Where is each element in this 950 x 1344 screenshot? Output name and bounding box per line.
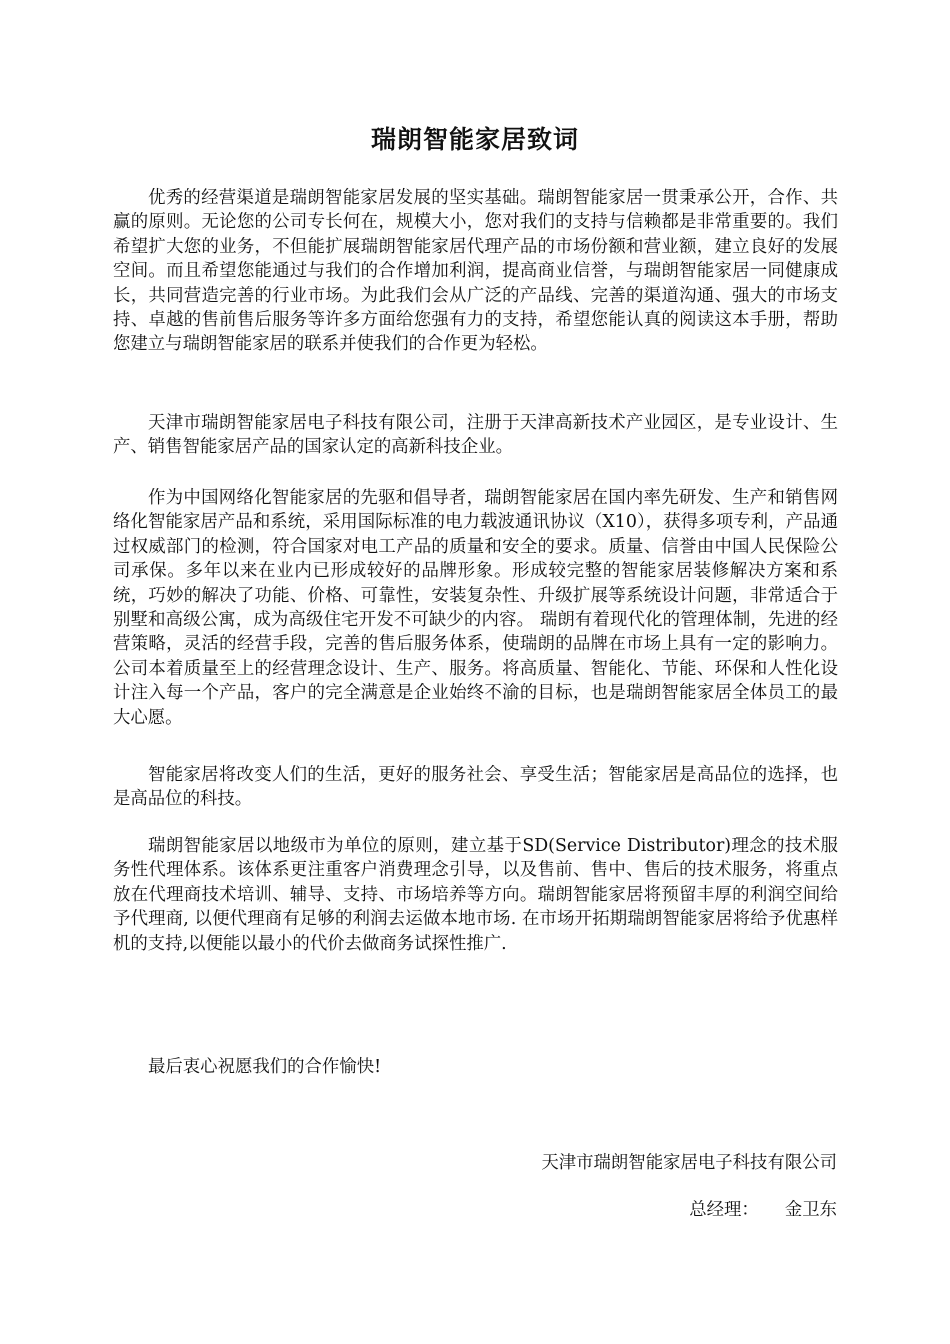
signature-role-label: 总经理： [689, 1200, 759, 1220]
paragraph-company-profile: 天津市瑞朗智能家居电子科技有限公司，注册于天津高新技术产业园区，是专业设计、生产、销售智能家居产品的国家认定的高新科技企业。 [113, 413, 838, 458]
page-title: 瑞朗智能家居致词 [370, 125, 579, 154]
signature-company: 天津市瑞朗智能家居电子科技有限公司 [541, 1153, 837, 1173]
paragraph-vision: 智能家居将改变人们的生活，更好的服务社会、享受生活；智能家居是高品位的选择，也是高品位的科技。 [113, 765, 838, 810]
closing-wish: 最后衷心祝愿我们的合作愉快! [148, 1057, 382, 1077]
paragraph-agency-system: 瑞朗智能家居以地级市为单位的原则，建立基于SD(Service Distributor)理念的技术服务性代理体系。该体系更注重客户消费理念引导，以及售前、售中、售后的技术服务，将重点放在代理商技术培训、辅导、支持、市场培养等方向。瑞朗智能家居将预留丰厚的利润空间给予代理商, 以便代理商有足够的利润去运做本地市场. 在市场开拓期瑞朗智能家居将给予优惠样机的支持,以便能以最小的代价去做商务试探性推广. [113, 836, 838, 954]
signature-name: 金卫东 [784, 1200, 837, 1220]
signature-line [689, 1198, 837, 1222]
paragraph-intro: 优秀的经营渠道是瑞朗智能家居发展的坚实基础。瑞朗智能家居一贯秉承公开，合作、共赢的原则。无论您的公司专长何在，规模大小，您对我们的支持与信赖都是非常重要的。我们希望扩大您的业务，不但能扩展瑞朗智能家居代理产品的市场份额和营业额，建立良好的发展空间。而且希望您能通过与我们的合作增加利润，提高商业信誉，与瑞朗智能家居一同健康成长，共同营造完善的行业市场。为此我们会从广泛的产品线、完善的渠道沟通、强大的市场支持、卓越的售前售后服务等许多方面给您强有力的支持，希望您能认真的阅读这本手册，帮助您建立与瑞朗智能家居的联系并使我们的合作更为轻松。 [113, 188, 838, 355]
paragraph-company-history: 作为中国网络化智能家居的先驱和倡导者，瑞朗智能家居在国内率先研发、生产和销售网络化智能家居产品和系统，采用国际标准的电力载波通讯协议（X10），获得多项专利，产品通过权威部门的检测，符合国家对电工产品的质量和安全的要求。质量、信誉由中国人民保险公司承保。多年以来在业内已形成较好的品牌形象。形成较完整的智能家居装修解决方案和系统，巧妙的解决了功能、价格、可靠性，安装复杂性、升级扩展等系统设计问题，非常适合于别墅和高级公寓，成为高级住宅开发不可缺少的内容。 瑞朗有着现代化的管理体制，先进的经营策略，灵活的经营手段，完善的售后服务体系，使瑞朗的品牌在市场上具有一定的影响力。公司本着质量至上的经营理念设计、生产、服务。将高质量、智能化、节能、环保和人性化设计注入每一个产品，客户的完全满意是企业始终不渝的目标，也是瑞朗智能家居全体员工的最大心愿。 [113, 488, 838, 728]
